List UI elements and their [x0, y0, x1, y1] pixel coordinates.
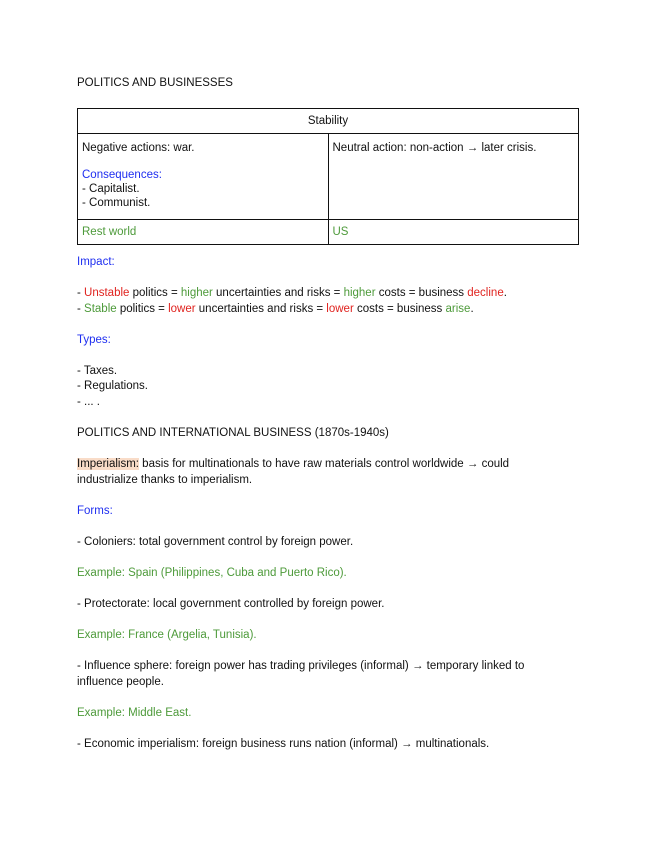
table-cell-us: US — [328, 220, 579, 245]
table-cell-rest-world: Rest world — [78, 220, 329, 245]
stable-word: Stable — [84, 303, 117, 315]
text: - — [77, 287, 85, 299]
neutral-action-text: Neutral action: non-action → later crisis. — [332, 142, 537, 154]
text: . — [503, 287, 507, 299]
form-coloniers: - Coloniers: total government control by foreign power. — [77, 536, 354, 548]
types-item: - Regulations. — [77, 380, 148, 392]
example-france: Example: France (Argelia, Tunisia). — [77, 629, 257, 641]
form-protectorate: - Protectorate: local government controlled by foreign power. — [77, 598, 385, 610]
imperialism-line-1 — [77, 458, 509, 470]
types-label: Types: — [77, 334, 111, 346]
table-cell-negative-actions — [78, 134, 329, 220]
forms-label: Forms: — [77, 505, 113, 517]
types-item: - ... . — [77, 396, 100, 408]
impact-label: Impact: — [77, 256, 115, 268]
unstable-word: Unstable — [84, 287, 130, 299]
lower-word: lower — [168, 303, 196, 315]
types-item: - Taxes. — [77, 365, 118, 377]
impact-line-stable — [77, 303, 474, 315]
consequence-item: - Capitalist. — [82, 183, 140, 195]
text: costs = business — [375, 287, 468, 299]
arise-word: arise — [445, 303, 471, 315]
text: - — [77, 303, 85, 315]
form-economic-imperialism: - Economic imperialism: foreign business runs nation (informal) → multinationals. — [77, 738, 490, 750]
higher-word: higher — [343, 287, 376, 299]
stability-table — [77, 108, 579, 245]
text: politics = — [129, 287, 181, 299]
section-title-politics-businesses: POLITICS AND BUSINESSES — [77, 77, 233, 89]
section-title-international-business: POLITICS AND INTERNATIONAL BUSINESS (1870s-1940s) — [77, 427, 389, 439]
table-cell-neutral-action — [328, 134, 579, 220]
consequences-label: Consequences: — [82, 169, 162, 181]
form-influence-sphere-line-2: influence people. — [77, 676, 164, 688]
decline-word: decline — [467, 287, 504, 299]
lower-word: lower — [326, 303, 354, 315]
spacer — [82, 155, 324, 168]
imperialism-line-2: industrialize thanks to imperialism. — [77, 474, 253, 486]
example-middle-east: Example: Middle East. — [77, 707, 192, 719]
text: uncertainties and risks = — [212, 287, 344, 299]
impact-line-unstable — [77, 287, 507, 299]
imperialism-definition: basis for multinationals to have raw materials control worldwide → could — [138, 458, 510, 470]
example-spain: Example: Spain (Philippines, Cuba and Puerto Rico). — [77, 567, 347, 579]
higher-word: higher — [180, 287, 213, 299]
text: costs = business — [353, 303, 446, 315]
text: politics = — [116, 303, 169, 315]
text: uncertainties and risks = — [195, 303, 327, 315]
form-influence-sphere-line-1: - Influence sphere: foreign power has trading privileges (informal) → temporary linked to — [77, 660, 525, 672]
table-header-stability: Stability — [78, 109, 579, 134]
text: . — [470, 303, 474, 315]
negative-actions-text: Negative actions: war. — [82, 142, 195, 154]
imperialism-term: Imperialism: — [77, 458, 139, 470]
consequence-item: - Communist. — [82, 197, 151, 209]
